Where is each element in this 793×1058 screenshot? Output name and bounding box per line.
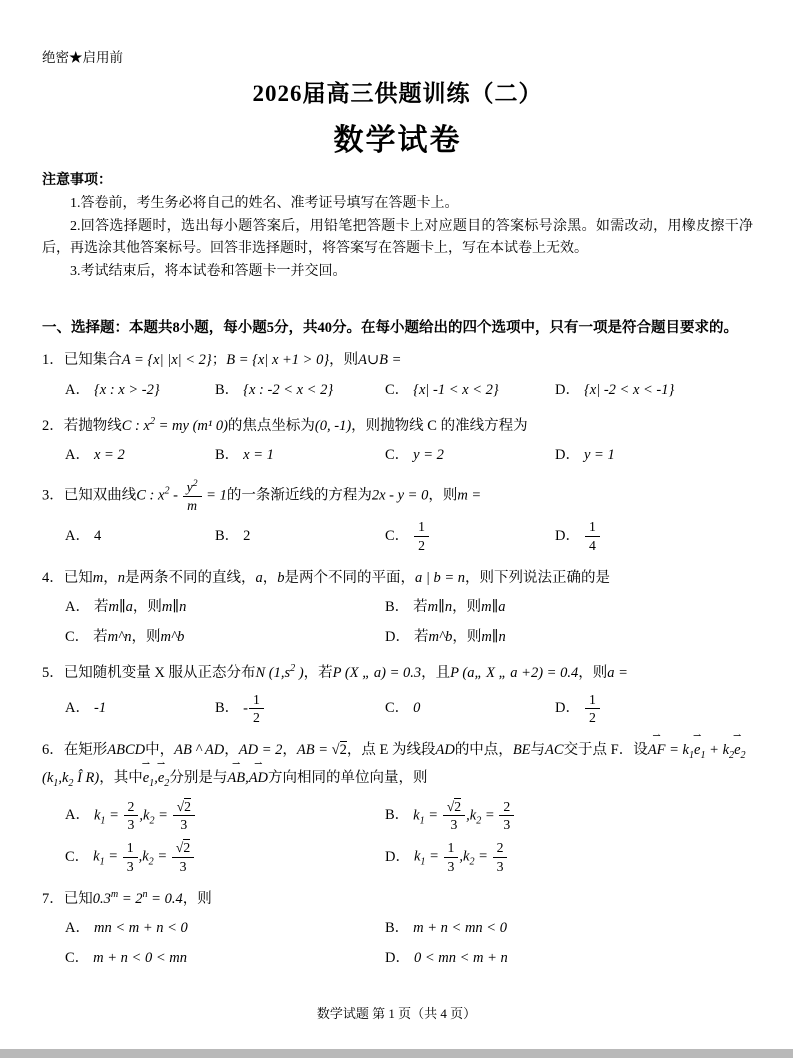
option-label: A． xyxy=(65,599,90,616)
option-label: D． xyxy=(385,629,410,646)
notice-item-2: 2.回答选择题时，选出每小题答案后，用铅笔把答题卡上对应题目的答案标号涂黑。如需改动，用橡皮擦干净后，再选涂其他答案标号。回答非选择题时，将答案写在答题卡上，写在本试卷上无效。 xyxy=(42,218,753,257)
vector-arrow: e ⇀ xyxy=(143,765,149,791)
radical: √2 xyxy=(331,742,347,759)
option-B: B． {x : -2 < x < 2} xyxy=(215,381,334,398)
option-D xyxy=(555,690,601,729)
question-5 xyxy=(42,660,753,728)
option-label: C． xyxy=(65,629,90,646)
option-label: B． xyxy=(385,599,410,616)
paper-title: 数学试卷 xyxy=(333,124,462,157)
fraction: $\frac{1}{2}$ xyxy=(584,692,601,727)
option-label: D． xyxy=(385,848,410,865)
questions-list xyxy=(42,347,753,972)
options xyxy=(65,442,753,469)
page-footer: 数学试题 第 1 页（共 4 页） xyxy=(316,1006,477,1021)
option-label: D． xyxy=(555,381,580,398)
options xyxy=(65,377,753,404)
option-A: A． mn < m + n < 0 xyxy=(65,920,188,937)
option-B: B． x = 1 xyxy=(215,446,274,463)
option-label: A． xyxy=(65,920,90,937)
option-B: B． 2 xyxy=(215,528,251,545)
classification-label: 绝密★启用前 xyxy=(42,50,123,65)
vector-arrow: AF ⇀ xyxy=(648,737,666,763)
question-stem: 4．已知m，n是两条不同的直线，a，b是两个不同的平面，a | b = n，则下列说法正确的是 xyxy=(42,569,611,586)
fraction: $\frac{y^2}{m}$ xyxy=(182,478,203,514)
exam-title: 2026届高三供题训练（二） xyxy=(252,81,543,106)
option-A: A． 4 xyxy=(65,528,102,545)
fraction: $\frac{1}{2}$ xyxy=(248,692,265,727)
option-label: B． xyxy=(215,446,240,463)
option-label: A． xyxy=(65,807,90,824)
notice-heading: 注意事项： xyxy=(42,173,112,188)
question-stem: 1．已知集合A = {x| |x| < 2}；B = {x| x +1 > 0}，则A∪B = xyxy=(42,352,402,369)
question-stem: 6．在矩形ABCD中，AB ^ AD，AD = 2，AB = √2，点 E 为线段AD的中点，BE与AC交于点 F．设AF ⇀ = $k_1e$ $⇀_1 + k_2e$ $⇀_2$ ($k_1,k_2$ Î R)，其中e $⇀_1,e$ $⇀_2$分别是与AB ⇀,AD ⇀方向相同的单位向量，则 xyxy=(42,737,753,793)
fraction: $\frac{1}{3}$ xyxy=(122,840,139,875)
options xyxy=(65,915,753,972)
option-A: A． {x : x > -2} xyxy=(65,381,160,398)
option-label: C． xyxy=(385,381,410,398)
option-C: C． {x| -1 < x < 2} xyxy=(385,381,499,398)
page-bottom-edge xyxy=(0,1049,793,1058)
option-C: C． y = 2 xyxy=(385,446,444,463)
vector-arrow: AB ⇀ xyxy=(227,765,245,791)
option-D: D． $k_1$ = $\frac{1}{3}$ $,k_2$ = $\frac{2}{3}$ xyxy=(385,838,753,877)
fraction: $\frac{1}{2}$ xyxy=(413,519,430,554)
option-label: D． xyxy=(385,950,410,967)
option-label: B． xyxy=(385,920,410,937)
option-C: C． 0 xyxy=(385,700,421,717)
radical: √2 xyxy=(446,798,462,814)
option-C: C． $k_1$ = $\frac{1}{3}$ $,k_2$ = $\frac{√2}{3}$ xyxy=(65,838,385,877)
option-label: C． xyxy=(385,700,410,717)
fraction: $\frac{√2}{3}$ xyxy=(172,799,196,834)
options xyxy=(65,797,753,877)
question-stem: 5．已知随机变量 X 服从正态分布N ($1,s^2$ )，若P (X „ a) = 0.3，且P (a„ X „ a +2) = 0.4，则a = xyxy=(42,663,628,682)
option-D: D． 若m^b，则m∥n xyxy=(385,629,506,646)
option-C: C． m + n < 0 < mn xyxy=(65,950,187,967)
option-B: B． $k_1$ = $\frac{√2}{3}$ $,k_2$ = $\frac{2}{3}$ xyxy=(385,797,753,836)
option-label: D． xyxy=(555,700,580,717)
vector-arrow: e ⇀ xyxy=(694,737,700,763)
option-label: A． xyxy=(65,446,90,463)
option-D: D． 0 < mn < m + n xyxy=(385,950,508,967)
fraction: $\frac{√2}{3}$ xyxy=(442,799,466,834)
option-A: A． x = 2 xyxy=(65,446,125,463)
option-D: D． y = 1 xyxy=(555,446,615,463)
notice-item-1: 1.答卷前，考生务必将自己的姓名、准考证号填写在答题卡上。 xyxy=(70,196,459,211)
option-label: B． xyxy=(215,700,240,717)
question-stem: 7．已知$0.3^m = 2^n = 0.4$，则 xyxy=(42,889,212,907)
option-label: D． xyxy=(555,446,580,463)
option-label: A． xyxy=(65,381,90,398)
fraction: $\frac{1}{3}$ xyxy=(443,840,460,875)
vector-arrow: AD ⇀ xyxy=(249,765,268,791)
fraction: $\frac{2}{3}$ xyxy=(123,799,140,834)
fraction: $\frac{√2}{3}$ xyxy=(171,840,195,875)
option-D xyxy=(555,517,601,556)
fraction: $\frac{2}{3}$ xyxy=(498,799,515,834)
question-6 xyxy=(42,737,753,877)
option-C xyxy=(385,517,555,556)
option-C: C． 若m^n，则m^b xyxy=(65,629,185,646)
option-label: D． xyxy=(555,527,580,544)
radical: √2 xyxy=(176,798,192,814)
fraction: $\frac{2}{3}$ xyxy=(492,840,509,875)
option-label: B． xyxy=(215,381,240,398)
option-label: A． xyxy=(65,528,90,545)
question-4 xyxy=(42,565,753,651)
question-1 xyxy=(42,347,753,403)
fraction: $\frac{1}{4}$ xyxy=(584,519,601,554)
option-label: A． xyxy=(65,700,90,717)
option-B: B． 若m∥n，则m∥a xyxy=(385,599,506,616)
option-B: B． - $\frac{1}{2}$ xyxy=(215,690,385,729)
option-label: C． xyxy=(385,527,410,544)
option-A: A． 若m∥a，则m∥n xyxy=(65,599,187,616)
vector-arrow: e ⇀ xyxy=(158,765,164,791)
option-label: C． xyxy=(65,950,90,967)
radical: √2 xyxy=(175,840,191,856)
question-3 xyxy=(42,478,753,556)
options xyxy=(65,517,753,556)
option-label: C． xyxy=(385,446,410,463)
question-7 xyxy=(42,886,753,972)
options xyxy=(65,690,753,729)
question-stem: 3．已知双曲线C : $x^2$ - $\frac{y^2}{m}$ = 1的一条渐近线的方程为2x - y = 0，则m = xyxy=(42,478,482,514)
question-stem: 2．若抛物线C : $x^2$ = my (m¹ 0)的焦点坐标为(0, -1)，则抛物线 C 的准线方程为 xyxy=(42,415,528,434)
section-heading: 一、选择题：本题共8小题，每小题5分，共40分。在每小题给出的四个选项中，只有一项是符合题目要求的。 xyxy=(42,319,738,336)
options xyxy=(65,594,753,651)
option-label: B． xyxy=(385,807,410,824)
option-label: C． xyxy=(65,848,90,865)
option-label: B． xyxy=(215,528,240,545)
option-D: D． {x| -2 < x < -1} xyxy=(555,381,675,398)
vector-arrow: e ⇀ xyxy=(734,737,740,763)
option-A: A． $k_1$ = $\frac{2}{3}$ $,k_2$ = $\frac{√2}{3}$ xyxy=(65,797,385,836)
option-B: B． m + n < mn < 0 xyxy=(385,920,507,937)
question-2 xyxy=(42,413,753,469)
option-A: A． -1 xyxy=(65,700,107,717)
notice-item-3: 3.考试结束后，将本试卷和答题卡一并交回。 xyxy=(70,264,347,280)
